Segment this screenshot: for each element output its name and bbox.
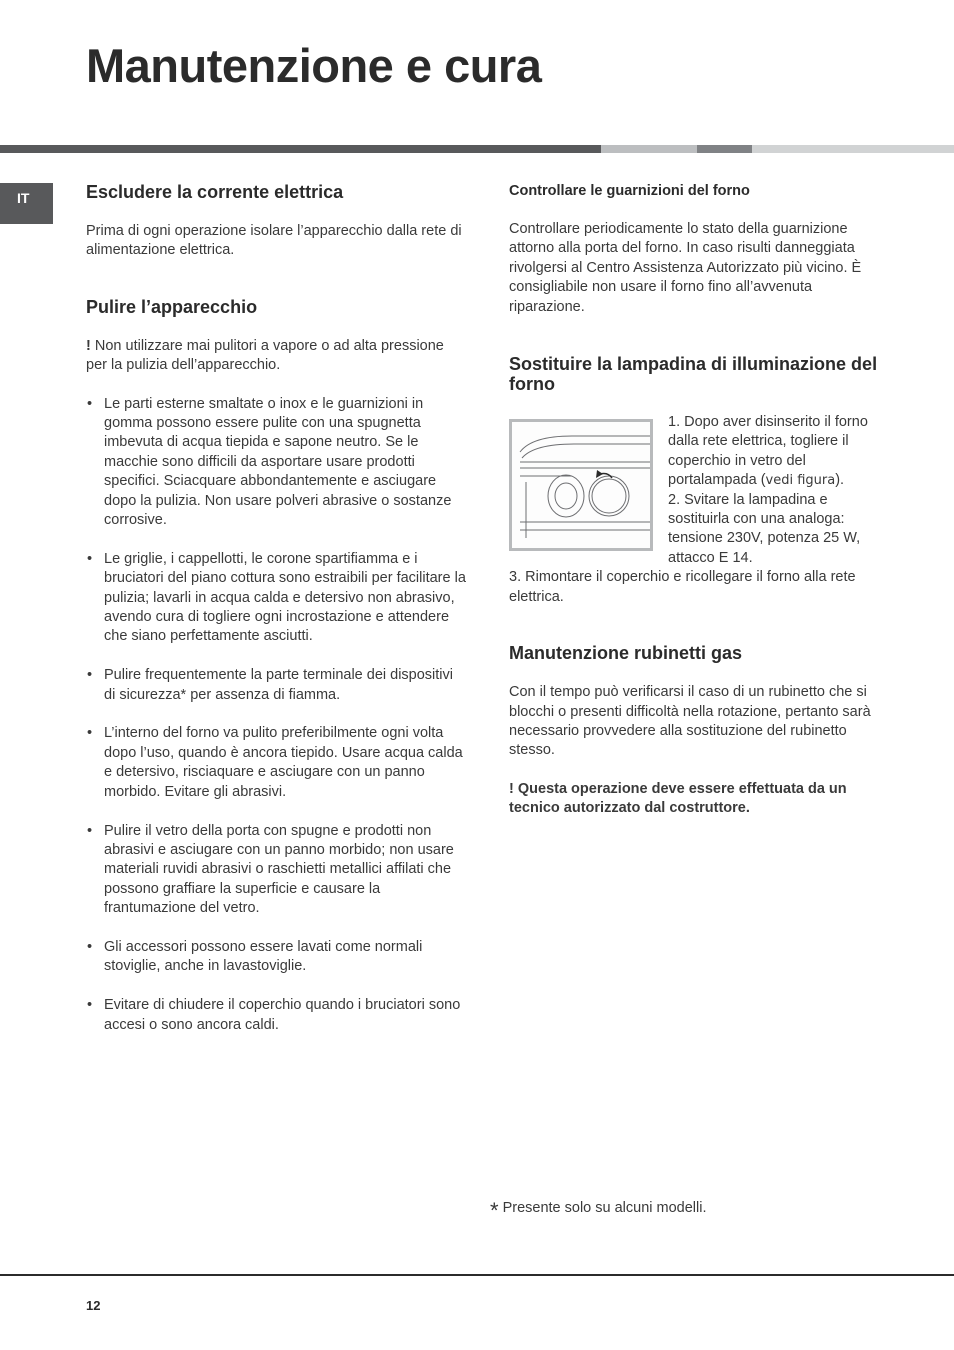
header-bar-dark: [0, 145, 601, 153]
cleaning-warning-text: Non utilizzare mai pulitori a vapore o ad alta pressione per la pulizia dell’apparecchio.: [86, 337, 444, 374]
gaskets-text: Controllare periodicamente lo stato della guarnizione attorno alla porta del forno. In caso risulti danneggiata rivolgersi al Centro Assistenza Autorizzato più vicino. È consigliabile non usare il forno fino all’avvenuta riparazione.: [509, 221, 862, 315]
section-title-gaskets: Controllare le guarnizioni del forno: [509, 183, 750, 199]
lamp-cover-figure: [509, 419, 653, 551]
footnote-text: Presente solo su alcuni modelli.: [502, 1200, 707, 1216]
oven-lamp-illustration: [512, 422, 650, 548]
list-item: • Pulire il vetro della porta con spugne e prodotti non abrasivi e asciugare con un panno morbido; non usare materiali ruvidi abrasivi o raschietti metallici affilati che possono graffiare la superficie e causare la frantumazione del vetro.: [86, 822, 466, 919]
list-item: • Le griglie, i cappellotti, le corone spartifiamma e i bruciatori del piano cottura sono estraibili per facilitare la pulizia; lavarli in acqua calda e detersivo non abrasivo, avendo cura di togliere ogni incrostazione e attendere che siano perfettamente asciutti.: [86, 550, 466, 647]
section-title-power: Escludere la corrente elettrica: [86, 182, 344, 202]
lamp-step-2: 2. Svitare la lampadina e sostituirla con una analoga: tensione 230V, potenza 25 W, attacco E 14.: [668, 491, 861, 566]
language-tab: IT: [0, 183, 53, 224]
list-item: • Pulire frequentemente la parte terminale dei dispositivi di sicurezza* per assenza di fiamma.: [86, 666, 466, 705]
list-item: • Gli accessori possono essere lavati come normali stoviglie, anche in lavastoviglie.: [86, 938, 466, 977]
gas-taps-warning-text: Questa operazione deve essere effettuata da un tecnico autorizzato dal costruttore.: [509, 780, 847, 817]
warning-mark: !: [509, 780, 514, 797]
figure-reference: vedi figura: [765, 473, 836, 489]
cleaning-warning: [86, 337, 466, 376]
page-title: Manutenzione e cura: [86, 39, 542, 92]
header-bar-mid: [697, 145, 752, 153]
left-column: [86, 182, 466, 1054]
section-title-cleaning: Pulire l’apparecchio: [86, 296, 258, 317]
right-column: [509, 182, 889, 819]
cleaning-list: [86, 395, 466, 1035]
footer-rule: [0, 1274, 954, 1276]
gas-taps-text: Con il tempo può verificarsi il caso di un rubinetto che si blocchi o presenti difficoltà nella rotazione, pertanto sarà necessario provvedere alla sostituzione del rubinetto stesso.: [509, 684, 871, 759]
footnote: [490, 1198, 706, 1224]
power-text: Prima di ogni operazione isolare l’apparecchio dalla rete di alimentazione elettrica.: [86, 223, 462, 259]
footnote-mark: *: [490, 1198, 499, 1223]
section-title-lamp: Sostituire la lampadina di illuminazione del forno: [509, 354, 878, 395]
gas-taps-warning: [509, 780, 889, 819]
list-item: • Le parti esterne smaltate o inox e le guarnizioni in gomma possono essere pulite con una spugnetta imbevuta di acqua tiepida e sapone neutro. Se le macchie sono difficili da asportare usare prodotti specifici. Sciacquare abbondantemente e asciugare dopo la pulizia. Non usare polveri abrasive o sostanze corrosive.: [86, 395, 466, 531]
header-bar-pale: [752, 145, 954, 153]
header-bar-light: [601, 145, 697, 153]
list-item: • Evitare di chiudere il coperchio quando i bruciatori sono accesi o sono ancora caldi.: [86, 996, 466, 1035]
lamp-instructions: [509, 413, 889, 607]
section-title-gas-taps: Manutenzione rubinetti gas: [509, 643, 743, 664]
page-number: 12: [86, 1298, 101, 1313]
lamp-step-1: 1. Dopo aver disinserito il forno dalla rete elettrica, togliere il coperchio in vetro del portalampada (vedi figura).: [668, 414, 868, 489]
list-item: • L’interno del forno va pulito preferibilmente ogni volta dopo l’uso, quando è ancora tiepido. Usare acqua calda e detersivo, risciaquare e asciugare con un panno morbido. Evitare gli abrasivi.: [86, 724, 466, 802]
warning-mark: !: [86, 337, 91, 354]
lamp-step-3: 3. Rimontare il coperchio e ricollegare il forno alla rete elettrica.: [509, 569, 856, 605]
